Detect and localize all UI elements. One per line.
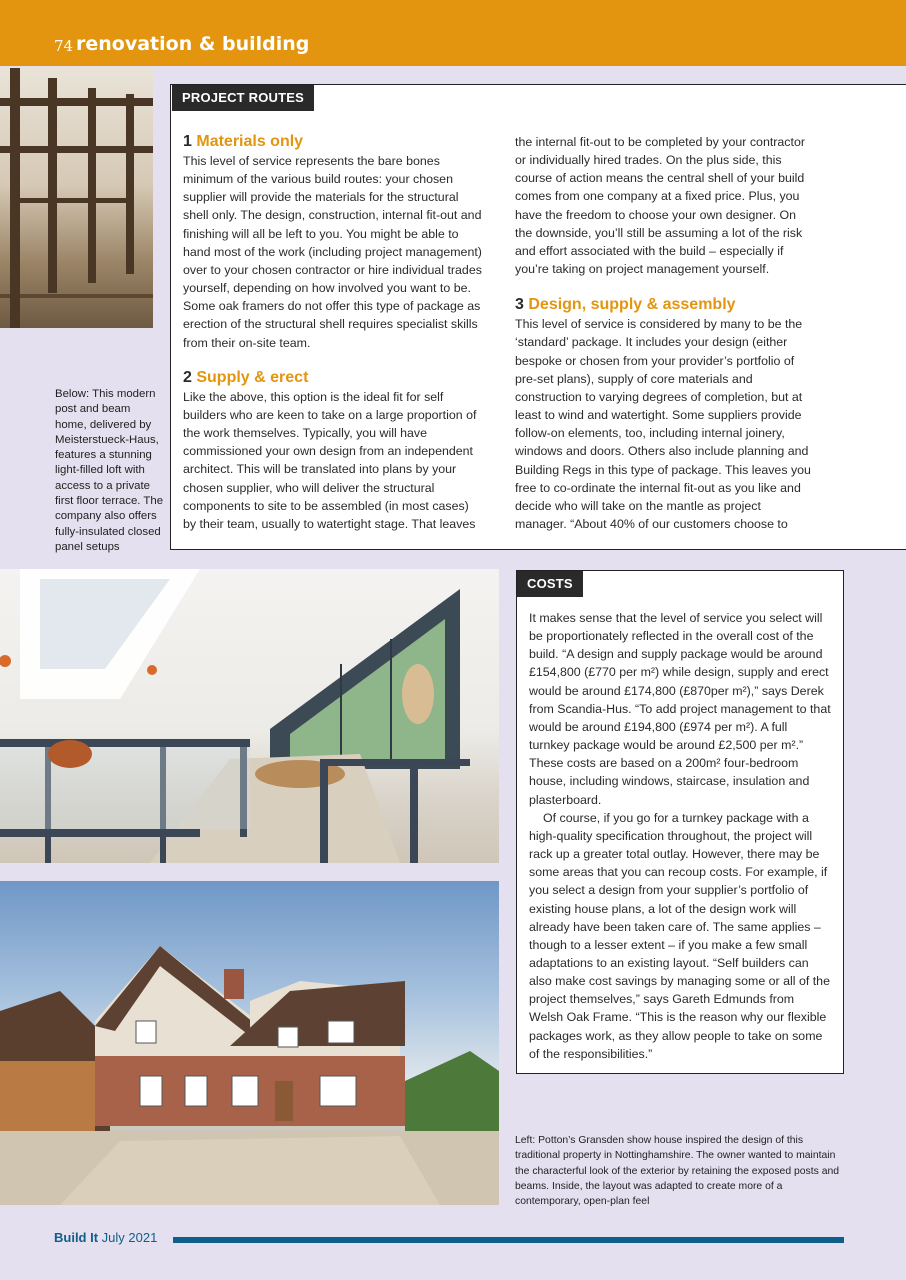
issue-date: July 2021 xyxy=(101,1230,158,1245)
heading-design-supply-assembly: 3 Design, supply & assembly xyxy=(515,296,736,314)
costs-tag: COSTS xyxy=(517,571,583,597)
heading-materials-only: 1 Materials only xyxy=(183,133,304,150)
design-supply-assembly-text: This level of service is considered by many to be the ‘standard’ package. It includes your design (either bespoke or chosen from your provider’s portfolio of pre-set plans), supply of core materials and construction to varying degrees of completion, but at least to wind and watertight. Some suppliers provide follow-on elements, too, including internal joinery, windows and doors. Others also include planning and Building Regs in this type of package. This leaves you free to co-ordinate the internal fit-out as you like and decide who will take on the mantle as project manager. “About 40% of our customers choose to xyxy=(515,317,811,531)
oak-frame-photo xyxy=(0,68,153,328)
page-number: 74 xyxy=(54,37,74,55)
project-routes-tag: PROJECT ROUTES xyxy=(172,85,314,111)
caption-meisterstueck: Below: This modern post and beam home, delivered by Meisterstueck-Haus, features a stunning light-filled loft with access to a private first floor terrace. The company also offers fully-insulated closed panel setups xyxy=(55,388,164,553)
costs-box xyxy=(516,570,844,1074)
footer-brand xyxy=(54,1230,157,1245)
routes-left-column xyxy=(183,132,483,533)
costs-paragraph-1: It makes sense that the level of service you select will be proportionately reflected in the overall cost of the build. “A design and supply package would be around £154,800 (£770 per m²) while design, supply and erect would be around £174,800 (£870per m²),” says Derek from Scandia-Hus. “To add project management to that would be around £194,800 (£974 per m²). A full turnkey package would be around £2,500 per m².” These costs are based on a 200m² four-bedroom house, including windows, staircase, insulation and plasterboard. xyxy=(529,611,831,807)
caption-potton: Left: Potton’s Gransden show house inspired the design of this traditional property in Nottinghamshire. The owner wanted to maintain the characterful look of the exterior by retaining the exposed posts and beams. Inside, the layout was adapted to create more of a contemporary, open-plan feel xyxy=(515,1135,840,1208)
house-exterior-photo xyxy=(0,881,499,1205)
heading-supply-erect: 2 Supply & erect xyxy=(183,368,309,386)
costs-paragraph-2: Of course, if you go for a turnkey package with a high-quality specification throughout, the project will rack up a greater total outlay. However, there may be some areas that you can recoup costs. For example, if you select a design from your supplier’s portfolio of existing house plans, a lot of the design work will already have been taken care of. The same applies – though to a lesser extent – if you make a few small adaptations to an existing layout. “Self builders can also make cost savings by managing some or all of the project themselves,” says Gareth Edmunds from Welsh Oak Frame. “This is the reason why our flexible packages work, as they allow people to take on some of the responsibilities.” xyxy=(529,810,830,1061)
section-title: renovation & building xyxy=(76,33,310,55)
supply-erect-text: Like the above, this option is the ideal fit for self builders who are keen to take on a large proportion of the work themselves. Typically, you will have commissioned your own design from an independent architect. This will be translated into plans by your chosen supplier, who will deliver the structural components to site to be assembled (in most cases) by their team, usually to watertight stage. That leaves xyxy=(183,389,477,531)
magazine-name: Build It xyxy=(54,1230,99,1245)
materials-only-text: This level of service represents the bare bones minimum of the various build routes: your chosen supplier will provide the materials for the structural shell only. The design, construction, internal fit-out and finishing will all be left to you. You might be able to hand most of the work (including project management) over to your chosen contractor or hire individual trades yourself, depending on how involved you want to be. Some oak framers do not offer this type of package as erection of the structural shell requires specialist skills from their on-site team. xyxy=(183,154,482,350)
loft-interior-photo xyxy=(0,569,499,863)
costs-text xyxy=(529,609,831,1063)
supply-erect-continued-text: the internal fit-out to be completed by your contractor or individually hired trades. On the plus side, this course of action means the central shell of your build comes from one company at a fixed price. Plus, you have the freedom to choose your own designer. On the downside, you’ll still be assuming a lot of the risk and effort associated with the build – especially if you’re taking on project management yourself. xyxy=(515,135,805,277)
project-routes-box xyxy=(170,84,906,550)
routes-right-column xyxy=(515,133,815,533)
footer-rule xyxy=(173,1237,844,1243)
header-bar xyxy=(0,0,906,66)
